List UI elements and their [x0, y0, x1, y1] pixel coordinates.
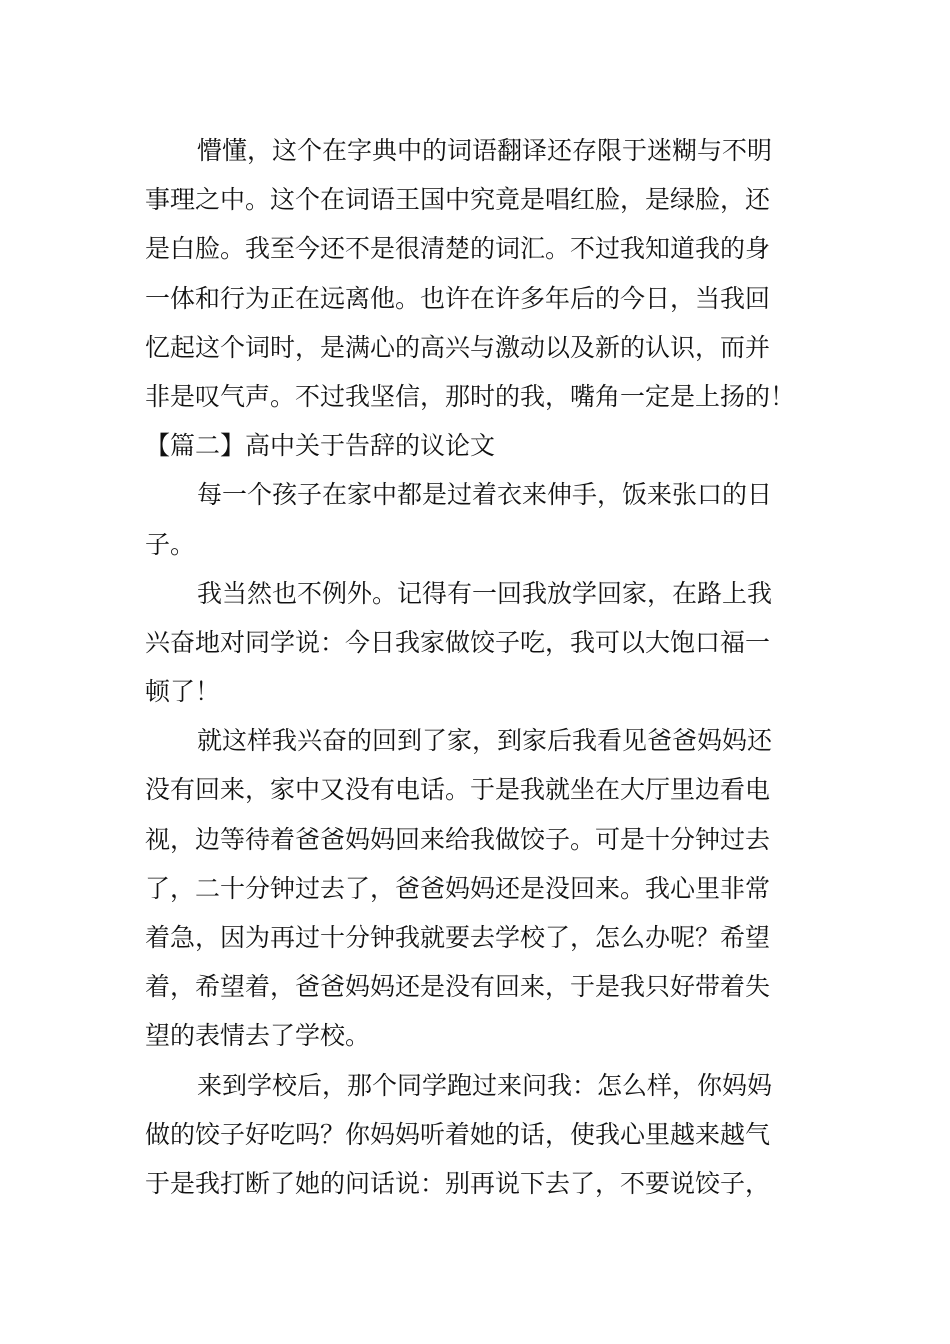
- text-line: 子。: [145, 529, 196, 559]
- section-heading: 【篇二】高中关于告辞的议论文: [145, 431, 496, 461]
- text-line: 兴奋地对同学说：今日我家做饺子吃，我可以大饱口福一: [145, 627, 771, 657]
- text-line: 于是我打断了她的问话说：别再说下去了，不要说饺子，: [145, 1168, 771, 1198]
- text-line: 事理之中。这个在词语王国中究竟是唱红脸，是绿脸，还: [145, 185, 771, 215]
- text-line: 是白脸。我至今还不是很清楚的词汇。不过我知道我的身: [145, 234, 771, 264]
- text-line: 我当然也不例外。记得有一回我放学回家，在路上我: [197, 578, 773, 608]
- text-line: 望的表情去了学校。: [145, 1021, 371, 1051]
- text-line: 就这样我兴奋的回到了家，到家后我看见爸爸妈妈还: [197, 726, 773, 756]
- text-line: 没有回来，家中又没有电话。于是我就坐在大厅里边看电: [145, 775, 771, 805]
- text-line: 视，边等待着爸爸妈妈回来给我做饺子。可是十分钟过去: [145, 824, 771, 854]
- document-body: [145, 126, 805, 1208]
- text-line: 做的饺子好吃吗？你妈妈听着她的话，使我心里越来越气: [145, 1119, 771, 1149]
- text-line: 每一个孩子在家中都是过着衣来伸手，饭来张口的日: [197, 480, 773, 510]
- text-line: 非是叹气声。不过我坚信，那时的我，嘴角一定是上扬的！: [145, 381, 796, 411]
- text-line: 忆起这个词时，是满心的高兴与激动以及新的认识，而并: [145, 332, 771, 362]
- text-line: 来到学校后，那个同学跑过来问我：怎么样，你妈妈: [197, 1070, 773, 1100]
- text-line: 着急，因为再过十分钟我就要去学校了，怎么办呢？希望: [145, 923, 771, 952]
- text-line: 一体和行为正在远离他。也许在许多年后的今日，当我回: [145, 283, 771, 313]
- text-line: 了，二十分钟过去了，爸爸妈妈还是没回来。我心里非常: [145, 873, 771, 903]
- text-line: 懵懂，这个在字典中的词语翻译还存限于迷糊与不明: [197, 136, 773, 165]
- text-line: 着，希望着，爸爸妈妈还是没有回来，于是我只好带着失: [145, 972, 771, 1002]
- text-line: 顿了！: [145, 677, 221, 707]
